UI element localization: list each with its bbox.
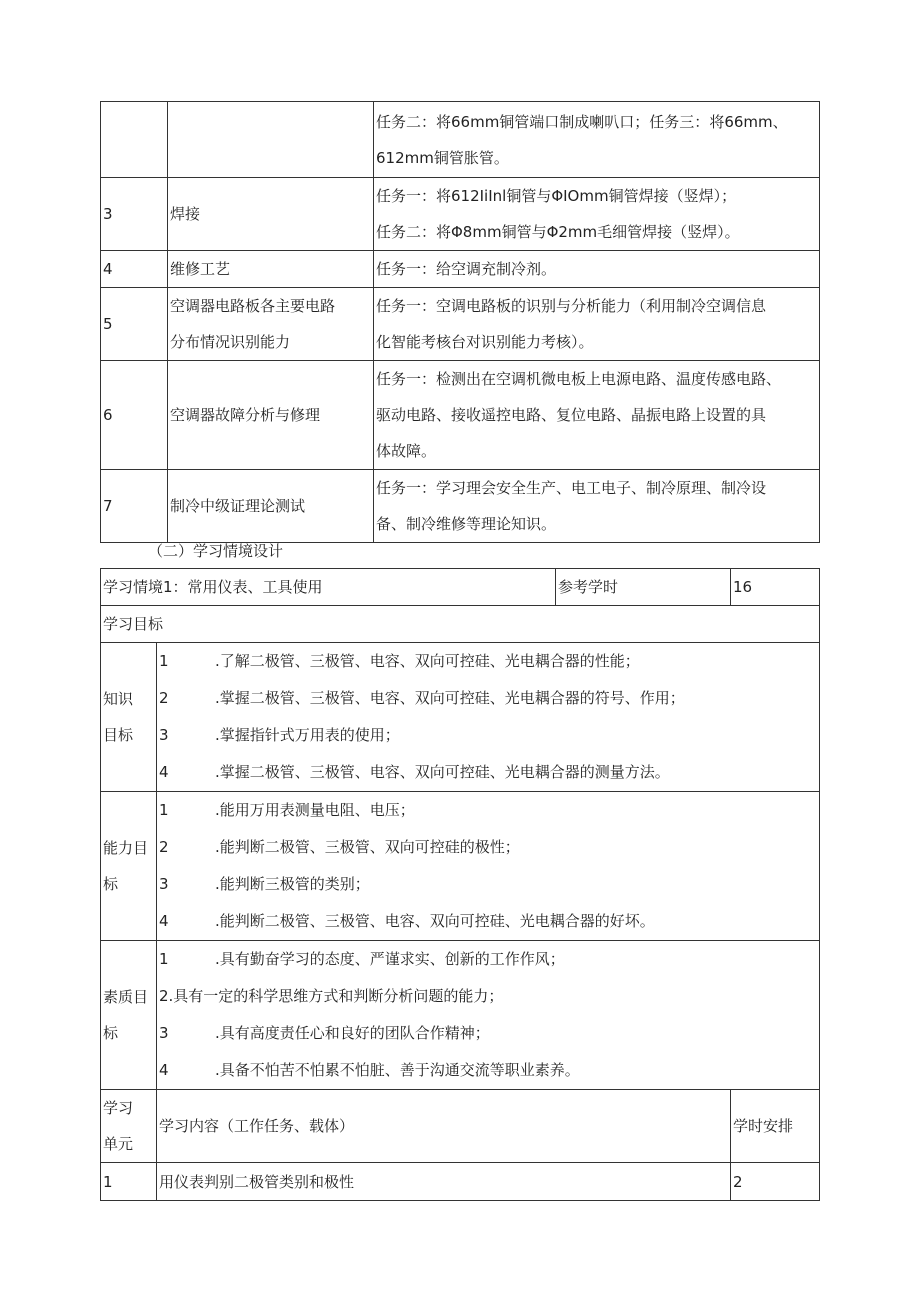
situation-title-row [101, 569, 820, 606]
unit-header-row [101, 1090, 820, 1163]
task-name: 焊接 [168, 178, 374, 251]
task-num: 4 [101, 251, 168, 288]
list-item: 4 .掌握二极管、三极管、电容、双向可控硅、光电耦合器的测量方法。 [159, 763, 670, 781]
task-name: 制冷中级证理论测试 [168, 470, 374, 543]
task-desc: 任务一：检测出在空调机微电板上电源电路、温度传感电路、 驱动电路、接收遥控电路、复位电路、晶振电路上设置的具 体故障。 [374, 361, 820, 470]
knowledge-list [157, 643, 820, 792]
list-item: 3 .能判断三极管的类别； [159, 875, 370, 893]
table-row [101, 361, 820, 470]
quality-list [157, 941, 820, 1090]
task-desc: 任务一：将612IiInl铜管与ΦIOmm铜管焊接（竖焊）； 任务二：将Φ8mm铜管与Φ2mm毛细管焊接（竖焊）。 [374, 178, 820, 251]
quality-row [101, 941, 820, 1090]
task-num: 6 [101, 361, 168, 470]
situation-title: 学习情境1：常用仪表、工具使用 [101, 569, 556, 606]
ability-list [157, 792, 820, 941]
task-desc: 任务一：学习理会安全生产、电工电子、制冷原理、制冷设 备、制冷维修等理论知识。 [374, 470, 820, 543]
task-desc: 任务一：给空调充制冷剂。 [374, 251, 820, 288]
task-num: 3 [101, 178, 168, 251]
ability-row [101, 792, 820, 941]
list-item: 3 .具有高度责任心和良好的团队合作精神； [159, 1024, 490, 1042]
list-item: 1 .了解二极管、三极管、电容、双向可控硅、光电耦合器的性能； [159, 652, 640, 670]
task-desc: 任务一：空调电路板的识别与分析能力（利用制冷空调信息 化智能考核台对识别能力考核）。 [374, 288, 820, 361]
table-row [101, 1163, 820, 1201]
task-table [100, 101, 820, 543]
knowledge-label: 知识 目标 [101, 643, 157, 792]
list-item: 4 .具备不怕苦不怕累不怕脏、善于沟通交流等职业素养。 [159, 1061, 580, 1079]
table-row [101, 251, 820, 288]
task-name [168, 102, 374, 178]
table-row [101, 178, 820, 251]
task-name: 空调器电路板各主要电路 分布情况识别能力 [168, 288, 374, 361]
section-heading: （二）学习情境设计 [148, 542, 284, 560]
unit-header-hours: 学时安排 [731, 1090, 820, 1163]
list-item: 2 .掌握二极管、三极管、电容、双向可控硅、光电耦合器的符号、作用； [159, 689, 685, 707]
task-num: 5 [101, 288, 168, 361]
list-item: 2.具有一定的科学思维方式和判断分析问题的能力； [159, 987, 504, 1005]
task-name: 维修工艺 [168, 251, 374, 288]
objectives-label: 学习目标 [101, 606, 820, 643]
list-item: 3 .掌握指针式万用表的使用； [159, 726, 400, 744]
table-row [101, 288, 820, 361]
task-desc: 任务二：将66mm铜管端口制成喇叭口；任务三：将66mm、 612mm铜管胀管。 [374, 102, 820, 178]
task-num [101, 102, 168, 178]
ability-label: 能力目 标 [101, 792, 157, 941]
list-item: 2 .能判断二极管、三极管、双向可控硅的极性； [159, 838, 520, 856]
task-num: 7 [101, 470, 168, 543]
list-item: 1 .具有勤奋学习的态度、严谨求实、创新的工作作风； [159, 950, 565, 968]
list-item: 1 .能用万用表测量电阻、电压； [159, 801, 415, 819]
objectives-row [101, 606, 820, 643]
ref-hours-value: 16 [731, 569, 820, 606]
situation-table [100, 568, 820, 1201]
unit-content: 用仪表判别二极管类别和极性 [157, 1163, 731, 1201]
list-item: 4 .能判断二极管、三极管、电容、双向可控硅、光电耦合器的好坏。 [159, 912, 655, 930]
table-row [101, 102, 820, 178]
unit-header-content: 学习内容（工作任务、载体） [157, 1090, 731, 1163]
task-name: 空调器故障分析与修理 [168, 361, 374, 470]
knowledge-row [101, 643, 820, 792]
unit-header-label: 学习 单元 [101, 1090, 157, 1163]
quality-label: 素质目 标 [101, 941, 157, 1090]
table-row [101, 470, 820, 543]
ref-hours-label: 参考学时 [556, 569, 731, 606]
unit-hours: 2 [731, 1163, 820, 1201]
unit-num: 1 [101, 1163, 157, 1201]
